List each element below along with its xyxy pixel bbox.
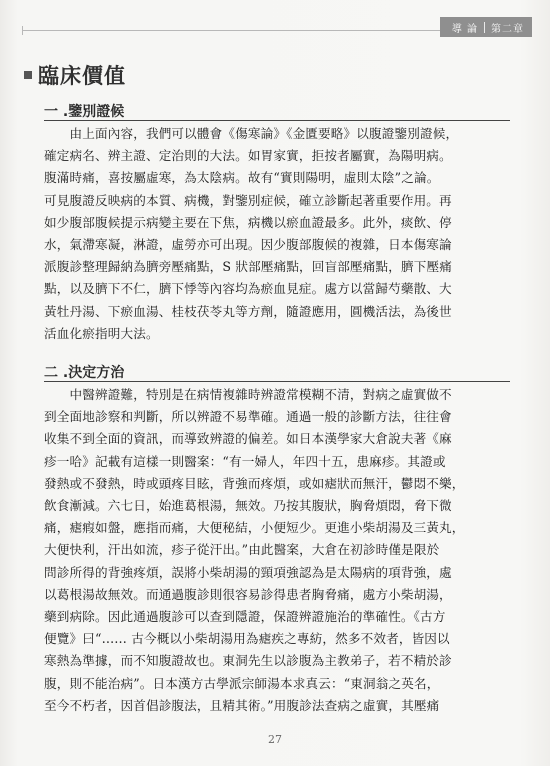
square-bullet-icon: [24, 71, 32, 79]
text-line: 中醫辨證難，特別是在病情複雜時辨證常模糊不清，對病之虛實做不: [44, 387, 452, 402]
text-line: 至今不朽者，因首倡診腹法，且精其術。”用腹診法查病之虛實，其壓痛: [44, 697, 440, 713]
section-rule-1: [44, 120, 510, 121]
text-line: 水，氣滯寒凝，淋證，虛勞亦可出現。因少腹部腹候的複雜，日本傷寒論: [44, 237, 452, 253]
main-heading: [24, 60, 126, 90]
section-rule-2: [44, 381, 510, 382]
text-line: 活血化瘀指明大法。: [44, 325, 159, 341]
text-line: 便覽》曰“…… 古今概以小柴胡湯用為瘧疾之專紡，然多不效者，皆因以: [44, 631, 450, 647]
page-title: 臨床價值: [38, 64, 126, 88]
page-number: 27: [268, 733, 282, 746]
text-line: 疹一哈》記載有這樣一則醫案：“有一婦人，年四十五，患麻疹。其證或: [44, 453, 446, 469]
text-line: 派腹診整理歸納為臍旁壓痛點，S 狀部壓痛點，回盲部壓痛點，臍下壓痛: [44, 259, 452, 275]
section-1-body: [44, 123, 512, 345]
text-line: 腹，則不能治病”。日本漢方古學派宗師湯本求真云：“東洞翁之英名，: [44, 675, 440, 691]
text-line: 收集不到全面的資訊，而導致辨證的偏差。如日本漢學家大倉說夫著《麻: [44, 431, 452, 447]
running-header: [440, 17, 532, 37]
text-line: 可見腹證反映病的本質、病機，對鑒別症候，確立診斷起著重要作用。再: [44, 192, 452, 208]
text-line: 大便快利，汗出如流，疹子從汗出。”由此醫案，大倉在初診時僅是限於: [44, 542, 440, 558]
text-line: 確定病名、辨主證、定治則的大法。如胃家實，拒按者屬實，為陽明病。: [44, 148, 452, 164]
text-line: 藥到病除。因此通過腹診可以查到隱證，保證辨證施治的準確性。《古方: [44, 609, 446, 625]
text-line: 點，以及臍下不仁，臍下悸等內容均為瘀血見症。處方以當歸芍藥散、大: [44, 281, 452, 297]
section-heading-1: 一 .鑒別證候: [44, 104, 125, 120]
header-part: 導 論: [451, 23, 478, 35]
text-line: 黃牡丹湯、下瘀血湯、桂枝茯苓丸等方劑，隨證應用，圓機活法，為後世: [44, 303, 452, 319]
text-line: 發熱或不發熱，時或頭疼目眩，背強而疼煩，或如瘧狀而無汗，鬱悶不樂，: [44, 475, 465, 491]
text-line: 問診所得的背強疼煩，誤將小柴胡湯的頸項強認為是太陽病的項背強，處: [44, 564, 452, 580]
text-line: 到全面地診察和判斷，所以辨證不易準確。通過一般的診斷方法，往往會: [44, 409, 452, 425]
text-line: 飲食漸減。六七日，始進葛根湯，無效。乃按其腹狀，胸脅煩悶，脅下微: [44, 498, 452, 514]
text-line: 寒熱為準據，而不知腹證故也。東洞先生以診腹為主教弟子，若不精於診: [44, 653, 452, 669]
header-chapter: 第二章: [491, 23, 524, 35]
text-line: 腹滿時痛，喜按屬虛寒，為太陰病。故有“實則陽明，虛則太陰”之論。: [44, 170, 440, 186]
text-line: 痛，瘧瘕如盤，應指而痛，大便秘結，小便短少。更進小柴胡湯及三黃丸，: [44, 520, 465, 536]
text-line: 如少腹部腹候提示病變主要在下焦，病機以瘀血證最多。此外，痰飲、停: [44, 214, 452, 230]
section-2-body: [44, 384, 512, 717]
header-separator: [484, 22, 485, 33]
section-heading-2: 二 .決定方治: [44, 365, 125, 381]
text-line: 由上面內容，我們可以體會《傷寒論》《金匱要略》以腹證鑒別證候，: [44, 126, 459, 141]
header-rule: [22, 30, 440, 31]
text-line: 以葛根湯故無效。而通過腹診則很容易診得患者胸脅痛，處方小柴胡湯，: [44, 586, 452, 602]
